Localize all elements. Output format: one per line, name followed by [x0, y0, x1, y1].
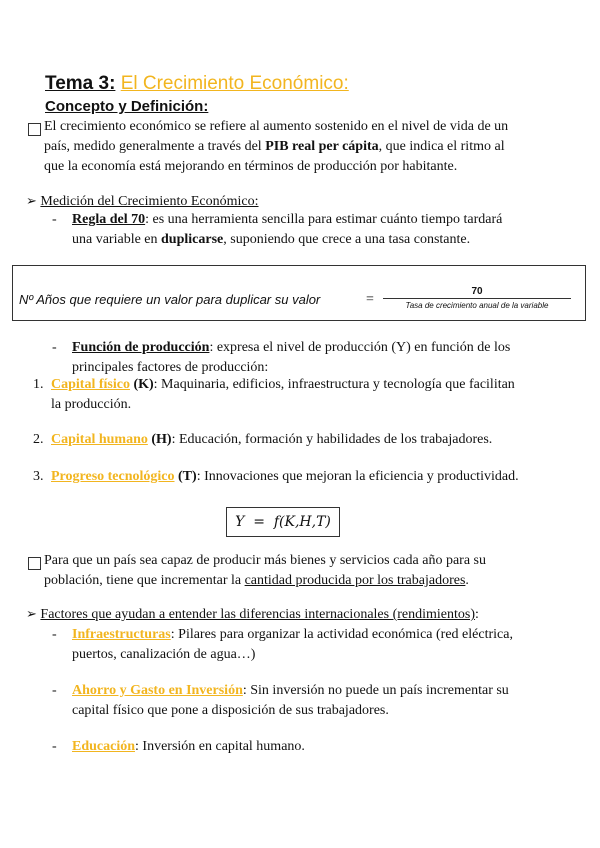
factor-line-2: la producción. [51, 397, 132, 412]
checkbox-icon [28, 557, 41, 570]
intro-line-3: que la economía está mejorando en términos de producción por habitante. [44, 159, 458, 174]
factor-code: (T) [178, 469, 197, 484]
factor-line [51, 375, 591, 395]
intro-line-1: El crecimiento económico se refiere al aumento sostenido en el nivel de vida de un [44, 119, 509, 134]
factores-heading-colon: : [475, 607, 479, 622]
workers-text-2: población, tiene que incrementar la [44, 573, 245, 588]
medicion-heading-text: Medición del Crecimiento Económico: [40, 194, 259, 209]
factor-bullet-item [72, 737, 592, 757]
section-subtitle: Concepto y Definición: [45, 98, 209, 115]
funcion-line-1 [72, 338, 587, 358]
title-topic: El Crecimiento Económico: [120, 73, 349, 94]
regla-line-1 [72, 210, 587, 230]
intro-paragraph [44, 117, 584, 177]
intro-bold: PIB real per cápita [265, 139, 379, 154]
item-line [72, 681, 592, 701]
item-label: Infraestructuras [72, 627, 171, 642]
factor-text: : Innovaciones que mejoran la eficiencia y productividad. [196, 469, 519, 484]
workers-text-3: . [465, 573, 469, 588]
formula-numerator: 70 [383, 286, 571, 299]
funcion-text-1: : expresa el nivel de producción (Y) en función de los [209, 340, 511, 355]
item-text: : Pilares para organizar la actividad económica (red eléctrica, [170, 627, 513, 642]
formula-fraction [383, 286, 571, 310]
intro-text-2: país, medido generalmente a través del [44, 139, 266, 154]
formula-denominator: Tasa de crecimiento anual de la variable [405, 301, 549, 310]
dash-bullet: - [52, 683, 57, 698]
regla-label: Regla del 70 [72, 212, 146, 227]
checkbox-bullet-2 [28, 557, 41, 575]
workers-line-1: Para que un país sea capaz de producir más bienes y servicios cada año para su [44, 553, 486, 568]
funcion-paragraph [72, 338, 587, 378]
factor-number: 1. [33, 377, 44, 392]
dash-bullet: - [52, 627, 57, 642]
factor-label: Progreso tecnológico [51, 469, 175, 484]
factor-item [51, 375, 591, 415]
factor-label: Capital físico [51, 377, 130, 392]
page-title [45, 73, 349, 95]
workers-underline: cantidad producida por los trabajadores [244, 573, 466, 588]
item-text: : Inversión en capital humano. [135, 739, 305, 754]
funcion-line-2: principales factores de producción: [72, 360, 269, 375]
factor-item [51, 467, 596, 487]
formula-lhs: Nº Años que requiere un valor para duplicar su valor [19, 292, 321, 307]
intro-text-3: , que indica el ritmo al [378, 139, 505, 154]
factor-label: Capital humano [51, 432, 148, 447]
item-text: : Sin inversión no puede un país incrementar su [242, 683, 509, 698]
dash-bullet: - [52, 739, 57, 754]
item-line [72, 625, 592, 645]
dash-bullet: - [52, 340, 57, 355]
factor-text: : Educación, formación y habilidades de los trabajadores. [171, 432, 493, 447]
arrow-bullet-icon: ➢ [26, 607, 37, 622]
production-function-equation: Y = f(K,H,T) [226, 507, 340, 537]
factor-number: 3. [33, 469, 44, 484]
workers-line-2 [44, 571, 584, 591]
regla-text-3: , suponiendo que crece a una tasa constante. [223, 232, 471, 247]
intro-line-2 [44, 137, 584, 157]
regla-bold: duplicarse [161, 232, 224, 247]
title-number: Tema 3: [45, 73, 116, 94]
factor-code: (H) [151, 432, 172, 447]
factor-bullet-item [72, 681, 592, 721]
regla-paragraph [72, 210, 587, 250]
item-label: Ahorro y Gasto en Inversión [72, 683, 243, 698]
item-label: Educación [72, 739, 136, 754]
workers-paragraph [44, 551, 584, 591]
regla-text-1: : es una herramienta sencilla para estimar cuánto tiempo tardará [145, 212, 503, 227]
dash-bullet: - [52, 212, 57, 227]
medicion-heading [26, 192, 259, 212]
factores-heading-text: Factores que ayudan a entender las diferencias internacionales (rendimientos) [40, 607, 476, 622]
regla-text-2: una variable en [72, 232, 162, 247]
checkbox-icon [28, 123, 41, 136]
formula-equals: = [366, 292, 374, 307]
item-line-2: capital físico que pone a disposición de sus trabajadores. [72, 703, 389, 718]
factor-item [51, 430, 591, 450]
checkbox-bullet-1 [28, 123, 41, 141]
funcion-label: Función de producción [72, 340, 210, 355]
factor-bullet-item [72, 625, 592, 665]
factor-number: 2. [33, 432, 44, 447]
factores-heading [26, 605, 479, 625]
factor-text: : Maquinaria, edificios, infraestructura y tecnología que facilitan [153, 377, 515, 392]
arrow-bullet-icon: ➢ [26, 194, 37, 209]
factor-code: (K) [133, 377, 154, 392]
regla-line-2 [72, 230, 587, 250]
rule-of-70-formula [12, 265, 586, 321]
item-line-2: puertos, canalización de agua…) [72, 647, 256, 662]
